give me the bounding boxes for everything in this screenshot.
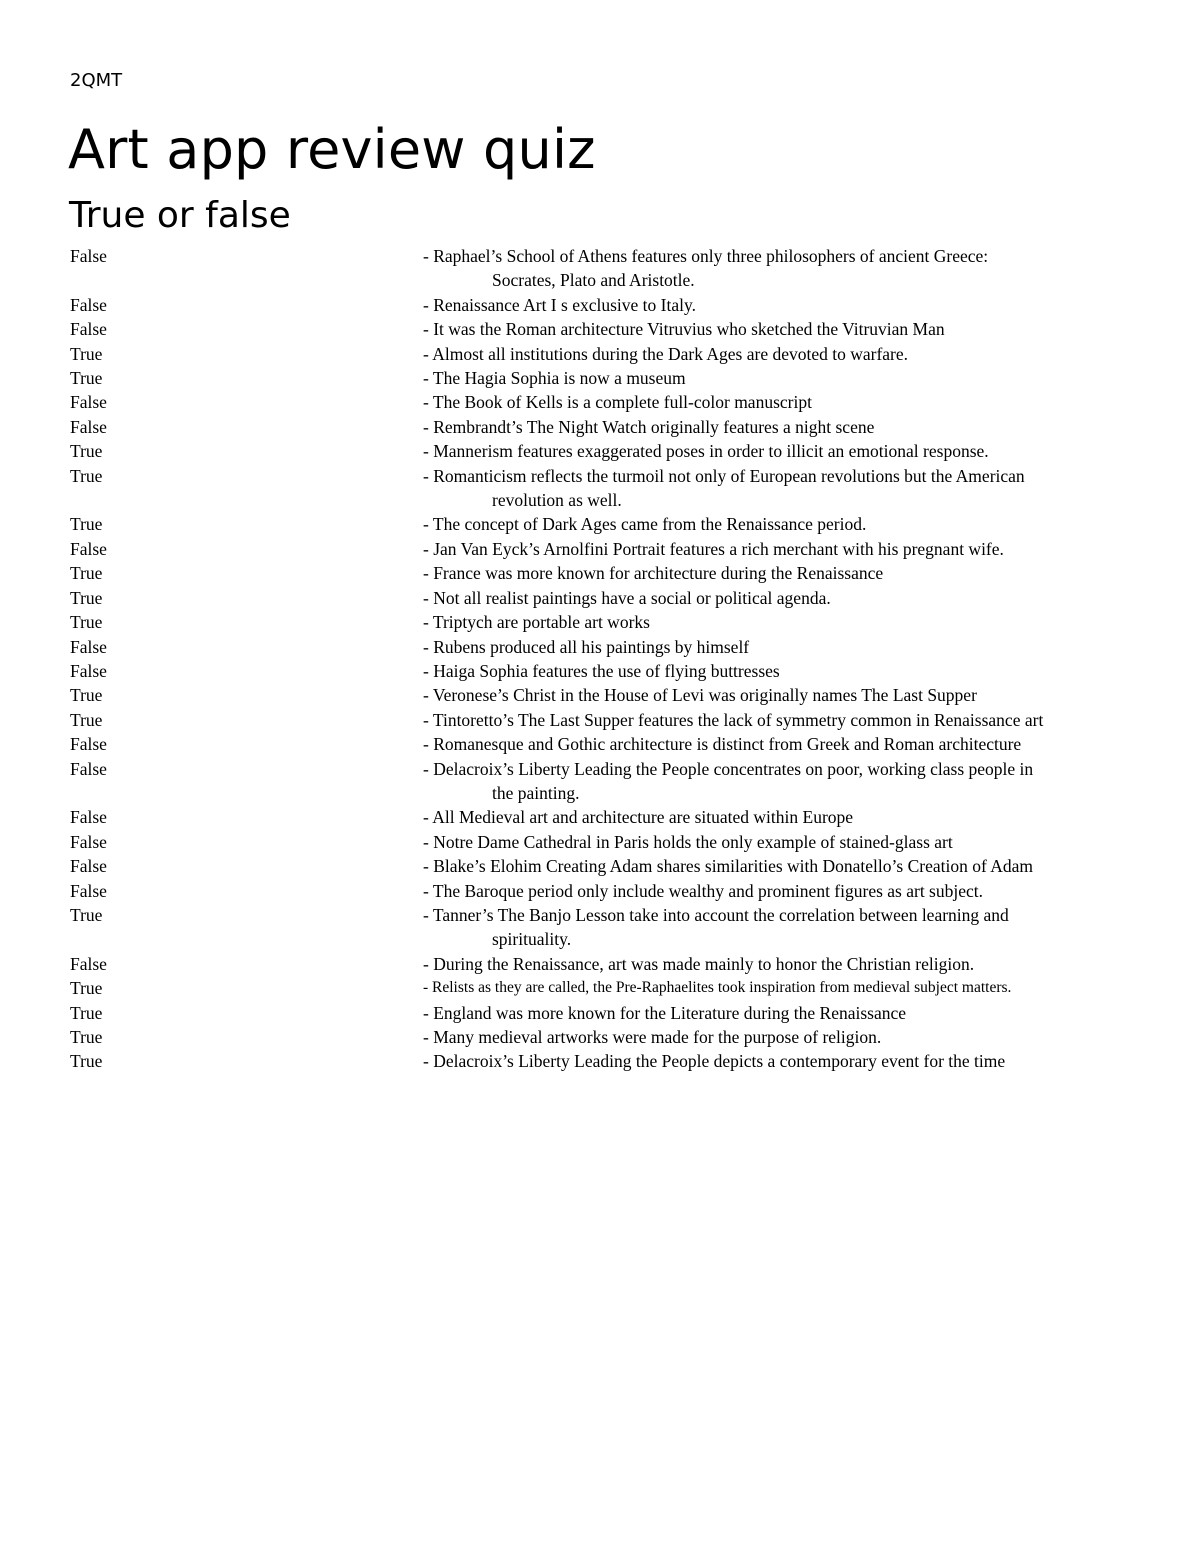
- statement-text: [423, 317, 1140, 341]
- list-item: [70, 342, 1140, 366]
- list-item: [70, 317, 1140, 341]
- answer-label: False: [70, 392, 107, 413]
- statement-text: [423, 586, 1140, 610]
- statement-text: [423, 1049, 1140, 1073]
- list-item: [70, 708, 1140, 732]
- statement-line: - The Hagia Sophia is now a museum: [423, 368, 686, 389]
- statement-text: [423, 561, 1140, 585]
- list-item: [70, 879, 1140, 903]
- statement-line: - The concept of Dark Ages came from the Renaissance period.: [423, 514, 867, 535]
- list-item: [70, 366, 1140, 390]
- statement-continuation: revolution as well.: [492, 490, 622, 511]
- page-title: Art app review quiz: [68, 118, 596, 181]
- statement-line: - Tintoretto’s The Last Supper features the lack of symmetry common in Renaissance art: [423, 709, 1044, 730]
- list-item: [70, 1001, 1140, 1025]
- answer-label: False: [70, 294, 107, 315]
- statement-line: - Haiga Sophia features the use of flying buttresses: [423, 660, 780, 681]
- list-item: [70, 683, 1140, 707]
- statement-continuation: Socrates, Plato and Aristotle.: [492, 270, 695, 291]
- statement-line: - Tanner’s The Banjo Lesson take into account the correlation between learning and: [423, 904, 1009, 925]
- statement-line: - Veronese’s Christ in the House of Levi was originally names The Last Supper: [423, 685, 977, 706]
- answer-label: True: [70, 441, 103, 462]
- statement-text: [423, 683, 1140, 707]
- statement-text: [423, 439, 1140, 463]
- statement-line: - Renaissance Art I s exclusive to Italy.: [423, 294, 696, 315]
- statement-text: [423, 708, 1140, 732]
- answer-label: False: [70, 807, 107, 828]
- answer-label: False: [70, 734, 107, 755]
- statement-line: - Almost all institutions during the Dark Ages are devoted to warfare.: [423, 343, 909, 364]
- statement-line: - The Baroque period only include wealthy and prominent figures as art subject.: [423, 880, 983, 901]
- answer-label: True: [70, 343, 103, 364]
- statement-line: - Not all realist paintings have a social or political agenda.: [423, 587, 831, 608]
- answer-label: True: [70, 465, 103, 486]
- answer-label: True: [70, 368, 103, 389]
- list-item: [70, 415, 1140, 439]
- list-item: [70, 854, 1140, 878]
- statement-text: [423, 976, 1140, 1000]
- list-item: [70, 659, 1140, 683]
- statement-line: - All Medieval art and architecture are situated within Europe: [423, 807, 854, 828]
- statement-continuation: the painting.: [492, 782, 580, 803]
- list-item: [70, 903, 1140, 952]
- answer-label: True: [70, 709, 103, 730]
- statement-line: - Blake’s Elohim Creating Adam shares similarities with Donatello’s Creation of Adam: [423, 856, 1033, 877]
- answer-label: True: [70, 904, 103, 925]
- answer-label: False: [70, 758, 107, 779]
- answer-label: True: [70, 1002, 103, 1023]
- statement-line: - England was more known for the Literature during the Renaissance: [423, 1002, 907, 1023]
- statement-text: [423, 805, 1140, 829]
- answer-label: False: [70, 660, 107, 681]
- statement-line: - Notre Dame Cathedral in Paris holds the only example of stained-glass art: [423, 831, 953, 852]
- statement-text: [423, 390, 1140, 414]
- statement-text: [423, 366, 1140, 390]
- statement-line: - Romanesque and Gothic architecture is distinct from Greek and Roman architecture: [423, 734, 1022, 755]
- answer-label: True: [70, 1027, 103, 1047]
- statement-text: [423, 635, 1140, 659]
- header-code: 2QMT: [70, 70, 123, 91]
- list-item: [70, 805, 1140, 829]
- statement-text: [423, 610, 1140, 634]
- statement-text: [423, 537, 1140, 561]
- statement-line: - Delacroix’s Liberty Leading the People concentrates on poor, working class people in: [423, 758, 1034, 779]
- answer-label: True: [70, 514, 103, 535]
- list-item: [70, 732, 1140, 756]
- statement-text: [423, 415, 1140, 439]
- statement-text: [423, 830, 1140, 854]
- statement-line: - Relists as they are called, the Pre-Raphaelites took inspiration from medieval subject matters.: [423, 979, 1012, 997]
- list-item: [70, 1049, 1140, 1073]
- answer-label: False: [70, 416, 107, 437]
- list-item: [70, 610, 1140, 634]
- answer-label: False: [70, 880, 107, 901]
- list-item: [70, 537, 1140, 561]
- list-item: [70, 561, 1140, 585]
- statement-text: [423, 879, 1140, 903]
- statement-continuation: spirituality.: [492, 929, 572, 950]
- statement-line: - It was the Roman architecture Vitruvius who sketched the Vitruvian Man: [423, 319, 945, 340]
- statement-line: - Raphael’s School of Athens features only three philosophers of ancient Greece:: [423, 246, 989, 266]
- answer-label: False: [70, 856, 107, 877]
- statement-line: - Mannerism features exaggerated poses in order to illicit an emotional response.: [423, 441, 989, 462]
- answer-label: True: [70, 685, 103, 706]
- list-item: [70, 1025, 1140, 1049]
- statement-text: [423, 512, 1140, 536]
- section-subtitle: True or false: [69, 195, 291, 236]
- statement-text: [423, 244, 1140, 293]
- statement-text: [423, 854, 1140, 878]
- statement-line: - Many medieval artworks were made for the purpose of religion.: [423, 1027, 882, 1047]
- statement-text: [423, 342, 1140, 366]
- answer-label: False: [70, 953, 107, 974]
- statement-line: - France was more known for architecture during the Renaissance: [423, 563, 884, 584]
- statement-text: [423, 903, 1140, 952]
- statement-text: [423, 1025, 1140, 1049]
- list-item: [70, 439, 1140, 463]
- list-item: [70, 976, 1140, 1000]
- statement-line: - Rembrandt’s The Night Watch originally features a night scene: [423, 416, 875, 437]
- answer-label: False: [70, 246, 107, 266]
- statement-text: [423, 757, 1140, 806]
- statement-text: [423, 293, 1140, 317]
- statement-line: - Delacroix’s Liberty Leading the People depicts a contemporary event for the time: [423, 1051, 1006, 1072]
- statement-text: [423, 659, 1140, 683]
- answer-label: True: [70, 1051, 103, 1072]
- list-item: [70, 244, 1140, 293]
- answer-label: False: [70, 831, 107, 852]
- statement-text: [423, 1001, 1140, 1025]
- statement-text: [423, 952, 1140, 976]
- list-item: [70, 512, 1140, 536]
- list-item: [70, 830, 1140, 854]
- list-item: [70, 952, 1140, 976]
- statement-line: - The Book of Kells is a complete full-color manuscript: [423, 392, 812, 413]
- answer-label: False: [70, 538, 107, 559]
- list-item: [70, 757, 1140, 806]
- answer-label: True: [70, 978, 103, 999]
- list-item: [70, 586, 1140, 610]
- list-item: [70, 390, 1140, 414]
- answer-label: False: [70, 319, 107, 340]
- statement-line: - Rubens produced all his paintings by himself: [423, 636, 750, 657]
- statement-text: [423, 464, 1140, 513]
- answer-label: False: [70, 636, 107, 657]
- answer-label: True: [70, 563, 103, 584]
- statement-line: - During the Renaissance, art was made mainly to honor the Christian religion.: [423, 953, 975, 974]
- list-item: [70, 464, 1140, 513]
- list-item: [70, 635, 1140, 659]
- statement-text: [423, 732, 1140, 756]
- list-item: [70, 293, 1140, 317]
- answer-label: True: [70, 587, 103, 608]
- answer-label: True: [70, 612, 103, 633]
- true-false-list: [70, 244, 1140, 1074]
- statement-line: - Triptych are portable art works: [423, 612, 650, 633]
- statement-line: - Jan Van Eyck’s Arnolfini Portrait features a rich merchant with his pregnant wife.: [423, 538, 1004, 559]
- statement-line: - Romanticism reflects the turmoil not only of European revolutions but the American: [423, 465, 1025, 486]
